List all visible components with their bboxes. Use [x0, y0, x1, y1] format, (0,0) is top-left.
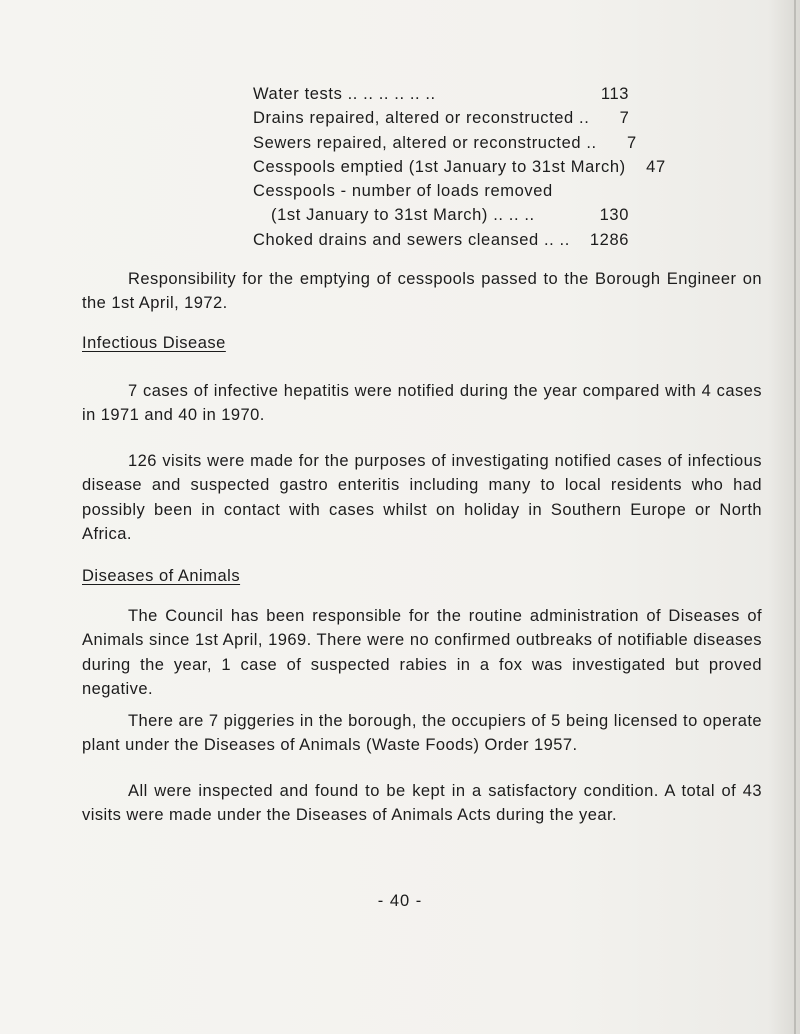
row-value: 113 — [600, 85, 629, 103]
row-label: Choked drains and sewers cleansed .. .. — [253, 230, 570, 249]
row-value: 7 — [619, 109, 630, 128]
animals-administration-paragraph: The Council has been responsible for the routine administration of Diseases of Animals since 1st April, 1969. There were no confirmed outbreaks of notifiable diseases during the year, 1 case of suspected rabies in a fox was investigated but proved negative. — [82, 607, 762, 699]
row-value: 1286 — [589, 230, 629, 249]
table-row — [253, 228, 629, 252]
piggeries-paragraph: There are 7 piggeries in the borough, the occupiers of 5 being licensed to operate plant under the Diseases of Animals (Waste Foods) Order 1957. — [82, 712, 762, 755]
infectious-disease-heading: Infectious Disease — [82, 334, 226, 352]
table-row — [253, 82, 629, 106]
table-row — [253, 106, 629, 130]
table-row — [253, 131, 637, 155]
table-row — [253, 203, 629, 227]
row-label: Cesspools - number of loads removed — [253, 182, 553, 201]
row-value: 130 — [599, 206, 629, 225]
page-edge — [794, 0, 796, 1034]
responsibility-paragraph: Responsibility for the emptying of cesspools passed to the Borough Engineer on the 1st April, 1972. — [82, 270, 762, 313]
row-label: Water tests .. .. .. .. .. .. — [253, 85, 436, 103]
row-value: 47 — [646, 157, 666, 176]
table-row — [253, 155, 666, 179]
row-label: Drains repaired, altered or reconstructed .. — [253, 109, 590, 128]
hepatitis-paragraph: 7 cases of infective hepatitis were notified during the year compared with 4 cases in 1971 and 40 in 1970. — [82, 382, 762, 425]
investigation-visits-paragraph: 126 visits were made for the purposes of investigating notified cases of infectious disease and suspected gastro enteritis including many to local residents who had possibly been in contact with cases whilst on holiday in Southern Europe or North Africa. — [82, 452, 762, 544]
inspections-paragraph: All were inspected and found to be kept in a satisfactory condition. A total of 43 visits were made under the Diseases of Animals Acts during the year. — [82, 782, 762, 825]
table-row — [253, 179, 629, 203]
row-label: (1st January to 31st March) .. .. .. — [271, 206, 535, 225]
row-label: Sewers repaired, altered or reconstructed .. — [253, 133, 597, 152]
row-value: 7 — [626, 133, 637, 152]
diseases-of-animals-heading: Diseases of Animals — [82, 567, 241, 585]
sanitation-statistics-table — [253, 82, 666, 252]
row-label: Cesspools emptied (1st January to 31st March) — [253, 157, 626, 176]
page-number: - 40 - — [377, 892, 423, 910]
